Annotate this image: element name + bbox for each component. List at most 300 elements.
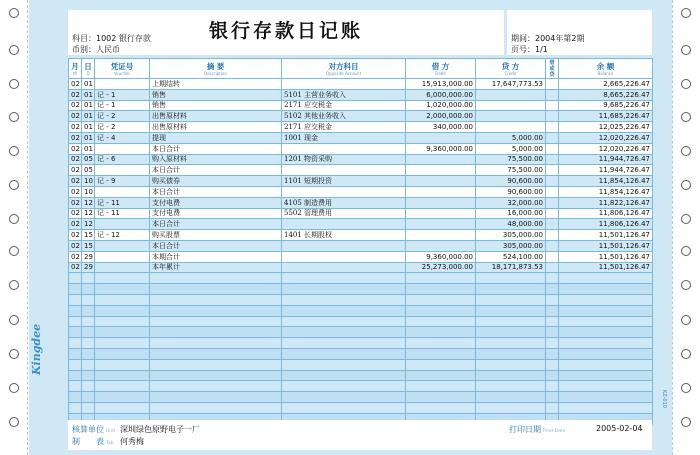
empty-cell — [150, 316, 282, 327]
empty-cell — [476, 338, 546, 349]
empty-cell — [476, 392, 546, 403]
feed-hole — [9, 349, 19, 359]
empty-cell — [282, 273, 406, 284]
empty-cell — [559, 381, 653, 392]
title-box — [68, 10, 504, 55]
cell-debit: 1,020,000.00 — [406, 100, 476, 111]
empty-cell — [69, 305, 82, 316]
empty-cell — [150, 338, 282, 349]
cell-summary: 销售 — [150, 100, 282, 111]
cell-month: 02 — [69, 186, 82, 197]
cell-day: 29 — [82, 251, 95, 262]
cell-voucher: 记 - 4 — [95, 132, 150, 143]
empty-cell — [406, 402, 476, 413]
empty-cell — [546, 392, 559, 403]
cell-voucher — [95, 165, 150, 176]
empty-cell — [69, 294, 82, 305]
cell-month: 02 — [69, 143, 82, 154]
empty-cell — [559, 370, 653, 381]
cell-counter-account — [282, 240, 406, 251]
empty-cell — [406, 381, 476, 392]
feed-hole — [681, 417, 691, 427]
empty-cell — [559, 294, 653, 305]
cell-counter-account: 1201 物资采购 — [282, 154, 406, 165]
empty-cell — [559, 392, 653, 403]
empty-cell — [476, 327, 546, 338]
kingdee-logo: Kingdee — [30, 323, 43, 375]
cell-credit: 524,100.00 — [476, 251, 546, 262]
table-row — [69, 251, 653, 262]
period-label: 期间： — [511, 34, 535, 43]
cell-day: 10 — [82, 176, 95, 187]
empty-cell — [282, 338, 406, 349]
empty-cell — [559, 305, 653, 316]
feed-hole — [9, 79, 19, 89]
currency-value: 人民币 — [96, 45, 120, 54]
cell-month: 02 — [69, 165, 82, 176]
feed-hole — [9, 8, 19, 18]
cell-direction — [546, 100, 559, 111]
cell-balance: 11,806,126.47 — [559, 219, 653, 230]
cell-balance: 9,685,226.47 — [559, 100, 653, 111]
empty-row — [69, 370, 653, 381]
cell-voucher: 记 - 6 — [95, 154, 150, 165]
empty-cell — [95, 294, 150, 305]
cell-counter-account: 1001 现金 — [282, 132, 406, 143]
table-row — [69, 208, 653, 219]
empty-cell — [406, 294, 476, 305]
cell-summary: 购买股票 — [150, 230, 282, 241]
cell-counter-account: 4105 制造费用 — [282, 197, 406, 208]
empty-row — [69, 294, 653, 305]
cell-summary: 本期合计 — [150, 251, 282, 262]
empty-cell — [476, 284, 546, 295]
feed-hole — [681, 246, 691, 256]
empty-cell — [95, 284, 150, 295]
cell-balance: 11,501,126.47 — [559, 240, 653, 251]
empty-cell — [476, 273, 546, 284]
cell-balance: 11,854,126.47 — [559, 186, 653, 197]
cell-day: 01 — [82, 111, 95, 122]
empty-cell — [69, 348, 82, 359]
empty-cell — [406, 327, 476, 338]
cell-credit: 90,600.00 — [476, 186, 546, 197]
empty-cell — [82, 359, 95, 370]
empty-cell — [82, 338, 95, 349]
empty-cell — [82, 348, 95, 359]
period-box — [507, 10, 652, 55]
cell-summary: 本日合计 — [150, 165, 282, 176]
empty-cell — [476, 359, 546, 370]
empty-cell — [150, 359, 282, 370]
cell-direction — [546, 186, 559, 197]
empty-cell — [69, 327, 82, 338]
print-date-label: 打印日期 Print Date — [509, 425, 566, 434]
maker-label: 制 表 Tab — [72, 437, 114, 446]
empty-cell — [69, 402, 82, 413]
cell-direction — [546, 176, 559, 187]
empty-cell — [82, 305, 95, 316]
cell-month: 02 — [69, 230, 82, 241]
empty-cell — [546, 338, 559, 349]
left-perforation — [27, 0, 28, 455]
empty-cell — [95, 273, 150, 284]
empty-cell — [82, 284, 95, 295]
empty-cell — [69, 316, 82, 327]
empty-cell — [476, 381, 546, 392]
cell-debit: 15,913,000.00 — [406, 79, 476, 90]
feed-hole — [681, 146, 691, 156]
empty-cell — [82, 316, 95, 327]
cell-voucher: 记 - 11 — [95, 197, 150, 208]
empty-cell — [406, 305, 476, 316]
empty-cell — [282, 381, 406, 392]
print-date-value: 2005-02-04 — [596, 424, 643, 433]
cell-month: 02 — [69, 251, 82, 262]
empty-cell — [95, 381, 150, 392]
cell-voucher — [95, 240, 150, 251]
account-label: 科目： — [72, 34, 96, 43]
cell-month: 02 — [69, 132, 82, 143]
empty-row — [69, 327, 653, 338]
col-credit: 贷 方 Credit — [476, 59, 546, 79]
empty-cell — [559, 316, 653, 327]
empty-cell — [69, 273, 82, 284]
empty-cell — [546, 402, 559, 413]
cell-balance: 12,020,226.47 — [559, 143, 653, 154]
currency-label: 币别： — [72, 45, 96, 54]
empty-cell — [95, 316, 150, 327]
cell-direction — [546, 240, 559, 251]
empty-cell — [546, 273, 559, 284]
cell-direction — [546, 122, 559, 133]
cell-credit: 17,647,773.53 — [476, 79, 546, 90]
empty-cell — [95, 338, 150, 349]
cell-summary: 本日合计 — [150, 186, 282, 197]
table-row — [69, 262, 653, 273]
cell-month: 02 — [69, 89, 82, 100]
empty-cell — [150, 327, 282, 338]
col-debit: 借 方 Debit — [406, 59, 476, 79]
empty-row — [69, 402, 653, 413]
feed-hole — [9, 417, 19, 427]
cell-direction — [546, 219, 559, 230]
cell-direction — [546, 154, 559, 165]
cell-balance: 11,685,226.47 — [559, 111, 653, 122]
empty-cell — [150, 402, 282, 413]
empty-cell — [150, 381, 282, 392]
table-row — [69, 186, 653, 197]
cell-counter-account — [282, 219, 406, 230]
cell-voucher: 记 - 2 — [95, 122, 150, 133]
empty-cell — [282, 359, 406, 370]
empty-cell — [150, 284, 282, 295]
col-month: 月 M — [69, 59, 82, 79]
empty-cell — [282, 402, 406, 413]
empty-cell — [282, 316, 406, 327]
empty-cell — [95, 402, 150, 413]
cell-direction — [546, 79, 559, 90]
cell-summary: 本日合计 — [150, 240, 282, 251]
cell-debit: 2,000,000.00 — [406, 111, 476, 122]
empty-cell — [546, 316, 559, 327]
cell-balance: 12,025,226.47 — [559, 122, 653, 133]
cell-voucher: 记 - 12 — [95, 230, 150, 241]
cell-debit: 25,273,000.00 — [406, 262, 476, 273]
cell-day: 15 — [82, 240, 95, 251]
cell-counter-account: 2171 应交税金 — [282, 100, 406, 111]
cell-credit: 305,000.00 — [476, 240, 546, 251]
cell-credit — [476, 89, 546, 100]
cell-month: 02 — [69, 79, 82, 90]
cell-balance: 11,501,126.47 — [559, 262, 653, 273]
cell-day: 01 — [82, 79, 95, 90]
cell-month: 02 — [69, 240, 82, 251]
cell-credit: 305,000.00 — [476, 230, 546, 241]
cell-credit: 5,000.00 — [476, 143, 546, 154]
cell-summary: 购入原材料 — [150, 154, 282, 165]
cell-voucher: 记 - 1 — [95, 89, 150, 100]
cell-day: 12 — [82, 219, 95, 230]
col-summary: 摘 要 Description — [150, 59, 282, 79]
table-row — [69, 176, 653, 187]
cell-credit — [476, 100, 546, 111]
empty-cell — [546, 327, 559, 338]
cell-balance: 2,665,226.47 — [559, 79, 653, 90]
feed-hole — [9, 112, 19, 122]
cell-day: 01 — [82, 89, 95, 100]
empty-cell — [476, 402, 546, 413]
table-row — [69, 122, 653, 133]
empty-cell — [476, 316, 546, 327]
currency-line — [72, 44, 120, 55]
cell-counter-account: 1401 长期股权 — [282, 230, 406, 241]
empty-cell — [69, 381, 82, 392]
cell-day: 12 — [82, 208, 95, 219]
cell-month: 02 — [69, 219, 82, 230]
table-row — [69, 165, 653, 176]
empty-cell — [546, 294, 559, 305]
cell-day: 10 — [82, 186, 95, 197]
cell-counter-account: 5502 管理费用 — [282, 208, 406, 219]
cell-debit — [406, 197, 476, 208]
cell-credit — [476, 111, 546, 122]
feed-hole — [9, 383, 19, 393]
cell-summary: 购买债券 — [150, 176, 282, 187]
cell-debit — [406, 176, 476, 187]
empty-cell — [69, 370, 82, 381]
empty-cell — [95, 348, 150, 359]
cell-balance: 8,665,226.47 — [559, 89, 653, 100]
feed-hole — [9, 45, 19, 55]
empty-cell — [82, 327, 95, 338]
empty-cell — [559, 284, 653, 295]
empty-cell — [150, 392, 282, 403]
feed-hole — [9, 280, 19, 290]
empty-cell — [406, 338, 476, 349]
cell-direction — [546, 208, 559, 219]
cell-day: 01 — [82, 122, 95, 133]
cell-balance: 11,501,126.47 — [559, 251, 653, 262]
empty-cell — [82, 402, 95, 413]
cell-summary: 本年累计 — [150, 262, 282, 273]
cell-counter-account: 5102 其他业务收入 — [282, 111, 406, 122]
feed-hole — [9, 146, 19, 156]
empty-cell — [546, 359, 559, 370]
cell-balance: 11,944,726.47 — [559, 154, 653, 165]
empty-row — [69, 338, 653, 349]
cell-balance: 11,501,126.47 — [559, 230, 653, 241]
empty-cell — [282, 327, 406, 338]
cell-credit: 32,000.00 — [476, 197, 546, 208]
cell-summary: 销售 — [150, 89, 282, 100]
cell-counter-account: 1101 短期投资 — [282, 176, 406, 187]
empty-cell — [559, 348, 653, 359]
cell-summary: 提现 — [150, 132, 282, 143]
unit-value: 深圳绿色原野电子一厂 — [120, 425, 200, 434]
empty-cell — [95, 370, 150, 381]
table-row — [69, 219, 653, 230]
cell-voucher: 记 - 11 — [95, 208, 150, 219]
empty-cell — [150, 273, 282, 284]
empty-cell — [282, 348, 406, 359]
empty-cell — [95, 392, 150, 403]
empty-cell — [406, 348, 476, 359]
col-day: 日 D — [82, 59, 95, 79]
page-line — [511, 44, 548, 55]
maker-value: 何秀梅 — [120, 437, 144, 446]
footer — [68, 420, 652, 450]
empty-cell — [95, 359, 150, 370]
table-row — [69, 132, 653, 143]
cell-counter-account: 2171 应交税金 — [282, 122, 406, 133]
cell-day: 29 — [82, 262, 95, 273]
cell-debit — [406, 186, 476, 197]
cell-voucher — [95, 219, 150, 230]
empty-cell — [476, 294, 546, 305]
feed-hole — [681, 79, 691, 89]
cell-voucher — [95, 251, 150, 262]
cell-debit — [406, 154, 476, 165]
cell-voucher: 记 - 2 — [95, 111, 150, 122]
feed-hole — [9, 315, 19, 325]
empty-cell — [282, 392, 406, 403]
empty-cell — [82, 370, 95, 381]
cell-month: 02 — [69, 111, 82, 122]
empty-cell — [476, 305, 546, 316]
empty-cell — [282, 284, 406, 295]
period-value: 2004年第2期 — [535, 34, 585, 43]
empty-cell — [82, 294, 95, 305]
cell-direction — [546, 143, 559, 154]
empty-cell — [282, 294, 406, 305]
cell-month: 02 — [69, 100, 82, 111]
feed-hole — [681, 315, 691, 325]
empty-cell — [406, 359, 476, 370]
cell-counter-account — [282, 165, 406, 176]
table-row — [69, 100, 653, 111]
cell-debit — [406, 165, 476, 176]
empty-row — [69, 284, 653, 295]
cell-day: 05 — [82, 165, 95, 176]
empty-cell — [546, 370, 559, 381]
page-value: 1/1 — [535, 45, 548, 54]
account-line — [72, 33, 151, 44]
cell-month: 02 — [69, 197, 82, 208]
feed-hole — [681, 45, 691, 55]
table-row — [69, 154, 653, 165]
cell-balance: 11,822,126.47 — [559, 197, 653, 208]
cell-summary: 上期结转 — [150, 79, 282, 90]
cell-debit — [406, 240, 476, 251]
page-label: 页号： — [511, 45, 535, 54]
cell-debit — [406, 219, 476, 230]
cell-balance: 11,944,726.47 — [559, 165, 653, 176]
empty-cell — [406, 370, 476, 381]
cell-month: 02 — [69, 154, 82, 165]
col-balance: 余 额 Balance — [559, 59, 653, 79]
empty-cell — [546, 284, 559, 295]
empty-row — [69, 381, 653, 392]
table-row — [69, 197, 653, 208]
left-feed-strip — [0, 0, 28, 455]
empty-cell — [282, 305, 406, 316]
cell-summary: 本日合计 — [150, 219, 282, 230]
table-row — [69, 143, 653, 154]
cell-credit: 75,500.00 — [476, 165, 546, 176]
period-line — [511, 33, 584, 44]
empty-row — [69, 273, 653, 284]
empty-cell — [282, 370, 406, 381]
cell-direction — [546, 262, 559, 273]
cell-debit — [406, 208, 476, 219]
cell-summary: 出售原材料 — [150, 122, 282, 133]
empty-row — [69, 392, 653, 403]
cell-counter-account: 5101 主营业务收入 — [282, 89, 406, 100]
cell-month: 02 — [69, 122, 82, 133]
cell-credit: 75,500.00 — [476, 154, 546, 165]
cell-balance: 12,020,226.47 — [559, 132, 653, 143]
col-counter-account: 对方科目 Opposite Account — [282, 59, 406, 79]
feed-hole — [681, 112, 691, 122]
empty-cell — [150, 370, 282, 381]
empty-cell — [69, 392, 82, 403]
cell-credit: 18,171,873.53 — [476, 262, 546, 273]
cell-day: 01 — [82, 132, 95, 143]
empty-cell — [406, 316, 476, 327]
empty-cell — [82, 381, 95, 392]
cell-balance: 11,806,126.47 — [559, 208, 653, 219]
empty-cell — [150, 305, 282, 316]
table-row — [69, 79, 653, 90]
cell-credit: 5,000.00 — [476, 132, 546, 143]
page-title: 银行存款日记账 — [208, 20, 363, 42]
feed-hole — [9, 246, 19, 256]
cell-debit: 6,000,000.00 — [406, 89, 476, 100]
cell-debit: 9,360,000.00 — [406, 251, 476, 262]
cell-debit: 9,360,000.00 — [406, 143, 476, 154]
cell-day: 01 — [82, 143, 95, 154]
cell-counter-account — [282, 251, 406, 262]
cell-debit — [406, 132, 476, 143]
cell-month: 02 — [69, 262, 82, 273]
table-row — [69, 240, 653, 251]
feed-hole — [9, 214, 19, 224]
empty-cell — [476, 370, 546, 381]
cell-day: 01 — [82, 100, 95, 111]
empty-cell — [476, 348, 546, 359]
empty-cell — [150, 348, 282, 359]
